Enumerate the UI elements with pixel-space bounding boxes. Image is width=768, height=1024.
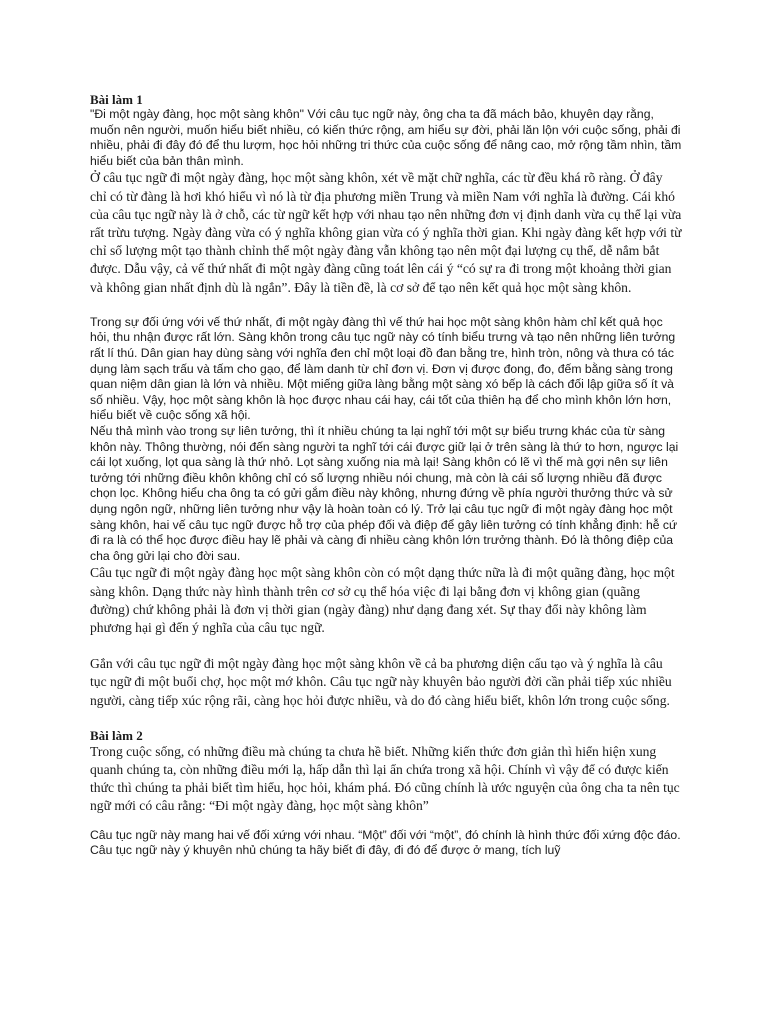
paragraph-gap xyxy=(90,637,682,655)
essay-1-related-paragraph: Gắn với câu tục ngữ đi một ngày đàng học một sàng khôn về cả ba phương diện cấu tạo và ý nghĩa là câu tục ngữ đi một buổi chợ, học một mớ khôn. Câu tục ngữ này khuyên bảo người đời cần phải tiếp xúc nhiều người, càng tiếp xúc rộng rãi, càng học hỏi được nhiều, và do đó càng hiểu biết, khôn lớn trong cuộc sống. xyxy=(90,656,672,708)
essay-1-heading: Bài làm 1 xyxy=(90,92,143,107)
essay-1-association-paragraph: Nếu thả mình vào trong sự liên tưởng, thì ít nhiều chúng ta lại nghĩ tới một sự biểu trưng khác của từ sàng khôn này. Thông thường, nói đến sàng người ta nghĩ tới cái được giữ lại ở trên sàng là thứ to hơn, ngược lại cái lọt xuống, lọt qua sàng là thứ nhỏ. Lọt sàng xuống nia mà lại! Sàng khôn có lẽ vì thế mà gợi nên sự liên tưởng tới những điều khôn không chỉ có số lượng nhiều nói chung, mà còn là cái số lượng nhiều đã được chọn lọc. Không hiểu cha ông ta có gửi gắm điều này không, nhưng đứng về phía người thưởng thức và sử dụng ngôn ngữ, những liên tưởng như vậy là hoàn toàn có lý. Trở lại câu tục ngữ đi một ngày đàng học một sàng khôn, hai vế câu tục ngữ được hỗ trợ của phép đối và điệp để gây liên tưởng có tính khẳng định: hễ cứ đi ra là có thể học được điều hay lẽ phải và càng đi nhiều càng khôn lớn trưởng thành. Đó là thông điệp của cha ông gửi lại cho đời sau. xyxy=(90,423,679,563)
essay-1-intro-paragraph: "Đi một ngày đàng, học một sàng khôn" Với câu tục ngữ này, ông cha ta đã mách bảo, khuyên dạy rằng, muốn nên người, muốn hiểu biết nhiều, có kiến thức rộng, am hiểu sự đời, phải lăn lộn với cuộc sống, phải đi nhiều, phải đi đây đó để thu lượm, học hỏi những tri thức của cuộc sống để nâng cao, mở rộng tầm nhìn, tầm hiểu biết của bản thân mình. xyxy=(90,107,682,168)
essay-2-heading: Bài làm 2 xyxy=(90,727,143,743)
essay-2 xyxy=(90,728,682,859)
section-gap xyxy=(90,710,682,728)
essay-1-variant-paragraph: Câu tục ngữ đi một ngày đàng học một sàng khôn còn có một dạng thức nữa là đi một quãng đàng, học một sàng khôn. Dạng thức này hình thành trên cơ sở cụ thể hóa việc đi lại bằng đơn vị không gian (quãng đường) chứ không phải là đơn vị thời gian (ngày đàng) như dạng đang xét. Sự thay đổi này không làm phương hại gì đến ý nghĩa của câu tục ngữ. xyxy=(90,565,675,635)
essay-2-intro-paragraph: Trong cuộc sống, có những điều mà chúng ta chưa hề biết. Những kiến thức đơn giản thì hiển hiện xung quanh chúng ta, còn những điều mới lạ, hấp dẫn thì lại ẩn chứa trong xã hội. Chính vì vậy để có được kiến thức thì chúng ta phải biết tìm hiểu, học hỏi, khám phá. Đó cũng chính là ước nguyện của ông cha ta nên tục ngữ mới có câu rằng: “Đi một ngày đàng, học một sàng khôn” xyxy=(90,743,680,814)
paragraph-gap xyxy=(90,297,682,315)
essay-1-contrast-paragraph: Trong sự đối ứng với vế thứ nhất, đi một ngày đàng thì vế thứ hai học một sàng khôn hàm chỉ kết quả học hỏi, thu nhận được rất lớn. Sàng khôn trong câu tục ngữ này có tính biểu trưng và tạo nên những liên tưởng rất lí thú. Dân gian hay dùng sàng với nghĩa đen chỉ một loại đồ đan bằng tre, hình tròn, nông và thưa có tác dụng làm sạch trấu và tấm cho gạo, để làm danh từ chỉ đơn vị. Đơn vị được đong, đo, đếm bằng sàng trong quan niệm dân gian là lớn và nhiều. Một miếng giữa làng bằng một sàng xó bếp là cách đối lập giữa số ít và số nhiều. Vậy, học một sàng khôn là học được nhau cái hay, cái tốt của thiên hạ để cho mình khôn lớn hơn, hiểu biết về cuộc sống xã hội. xyxy=(90,314,676,423)
essay-1-meaning-paragraph: Ở câu tục ngữ đi một ngày đàng, học một sàng khôn, xét về mặt chữ nghĩa, các từ đều khá rõ ràng. Ở đây chỉ có từ đàng là hơi khó hiểu vì nó là từ địa phương miền Trung và miền Nam với nghĩa là đường. Cái khó của câu tục ngữ này là ở chỗ, các từ ngữ kết hợp với nhau tạo nên những đơn vị định danh vừa cụ thể lại vừa rất trừu tượng. Ngày đàng vừa có ý nghĩa không gian vừa có ý nghĩa thời gian. Khi ngày đàng kết hợp với từ chỉ số lượng một tạo thành chỉnh thể một ngày đàng vẫn không tạo nên một đại lượng cụ thể, dễ nắm bắt được. Dẫu vậy, cả vế thứ nhất đi một ngày đàng cũng toát lên cái ý “có sự ra đi trong một khoảng thời gian và không gian nhất định dù là ngắn”. Đây là tiền đề, là cơ sở để tạo nên kết quả học một sàng khôn. xyxy=(90,170,682,295)
document-page xyxy=(90,92,682,859)
paragraph-gap xyxy=(90,816,682,828)
essay-1 xyxy=(90,92,682,710)
essay-2-structure-paragraph: Câu tục ngữ này mang hai vế đối xứng với nhau. “Một” đối với “một”, đó chính là hình thức đối xứng độc đáo. Câu tục ngữ này ý khuyên nhủ chúng ta hãy biết đi đây, đi đó để được ở mang, tích luỹ xyxy=(90,827,681,858)
